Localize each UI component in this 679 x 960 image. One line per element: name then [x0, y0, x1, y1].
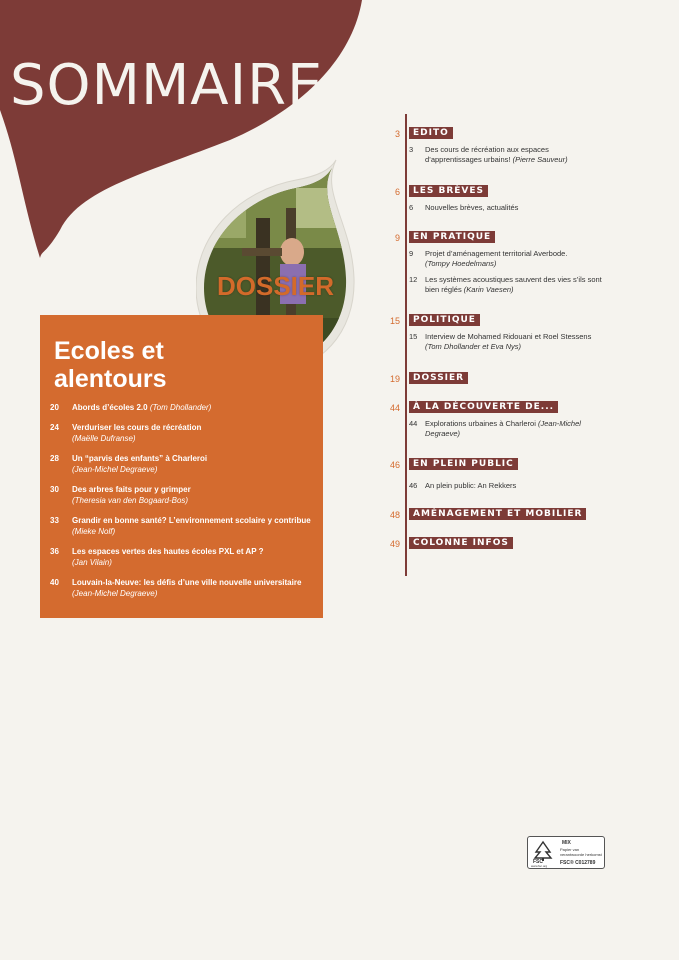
- dossier-article[interactable]: [50, 422, 318, 444]
- toc-entry[interactable]: [409, 332, 669, 352]
- section-heading: EN PLEIN PUBLIC: [409, 458, 518, 470]
- section-heading: POLITIQUE: [409, 314, 480, 326]
- article-title: Louvain-la-Neuve: les défis d’une ville nouvelle universitaire: [72, 578, 302, 587]
- toc-entry[interactable]: [409, 249, 669, 269]
- section-heading: AMÉNAGEMENT ET MOBILIER: [409, 508, 586, 520]
- article-title: Les espaces vertes des hautes écoles PXL et AP ?: [72, 547, 264, 556]
- article-page: 30: [50, 485, 59, 494]
- section-page: 15: [389, 316, 400, 326]
- dossier-photo-label: DOSSIER: [217, 271, 335, 301]
- dossier-article-list: [50, 402, 318, 608]
- article-title: Un “parvis des enfants” à Charleroi: [72, 454, 208, 463]
- toc-divider-line: [405, 114, 407, 576]
- section-heading: EN PRATIQUE: [409, 231, 495, 243]
- entry-author: (Tompy Hoedelmans): [425, 259, 497, 268]
- entry-author: (Jean-Michel Degraeve): [425, 419, 581, 438]
- fsc-description: Papier van verantwoorde herkomst: [560, 847, 602, 857]
- entry-text: Interview de Mohamed Ridouani et Roel Stessens: [425, 332, 592, 341]
- section-page: 46: [389, 460, 400, 470]
- fsc-logo-url: www.fsc.org: [531, 864, 548, 868]
- dossier-article[interactable]: [50, 577, 318, 599]
- article-page: 40: [50, 578, 59, 587]
- entry-text: Projet d’aménagement territorial Averbode.: [425, 249, 568, 258]
- dossier-box: [40, 315, 323, 618]
- entry-text: Nouvelles brèves, actualités: [425, 203, 519, 212]
- article-author: (Mieke Nolf): [72, 527, 116, 536]
- toc-entry[interactable]: [409, 275, 669, 295]
- article-author: (Theresia van den Bogaard-Bos): [72, 496, 189, 505]
- article-page: 20: [50, 403, 59, 412]
- fsc-mix-label: MIX: [562, 840, 571, 846]
- article-title: Verduriser les cours de récréation: [72, 423, 202, 432]
- toc-entry[interactable]: [409, 145, 669, 165]
- entry-page: 12: [409, 275, 418, 284]
- entry-author: (Karin Vaesen): [463, 285, 514, 294]
- page-title: SOMMAIRE: [10, 53, 324, 118]
- article-author: (Jean-Michel Degraeve): [72, 465, 158, 474]
- fsc-certification-badge: [527, 836, 605, 869]
- section-page: 9: [394, 233, 400, 243]
- article-title: Abords d’écoles 2.0: [72, 403, 148, 412]
- dossier-article[interactable]: [50, 515, 318, 537]
- section-heading: COLONNE INFOS: [409, 537, 513, 549]
- article-author: (Maëlle Dufranse): [72, 434, 136, 443]
- dossier-article[interactable]: [50, 453, 318, 475]
- section-page: 6: [394, 187, 400, 197]
- section-page: 44: [389, 403, 400, 413]
- section-page: 48: [389, 510, 400, 520]
- toc-entry[interactable]: [409, 419, 669, 439]
- fsc-logo-text: FSC: [533, 859, 543, 865]
- entry-text: Explorations urbaines à Charleroi: [425, 419, 536, 428]
- entry-author: (Pierre Sauveur): [512, 155, 568, 164]
- entry-page: 9: [409, 249, 414, 258]
- article-author: (Jean-Michel Degraeve): [72, 589, 158, 598]
- section-heading: EDITO: [409, 127, 453, 139]
- article-page: 24: [50, 423, 59, 432]
- dossier-title: Ecoles et alentours: [54, 337, 167, 393]
- article-author: (Tom Dhollander): [149, 403, 212, 412]
- article-title: Grandir en bonne santé? L’environnement scolaire y contribue: [72, 516, 311, 525]
- toc-entry[interactable]: [409, 481, 669, 491]
- fsc-license-code: FSC® C012789: [560, 860, 596, 866]
- article-page: 28: [50, 454, 59, 463]
- toc-entry[interactable]: [409, 203, 669, 213]
- entry-page: 6: [409, 203, 414, 212]
- entry-page: 3: [409, 145, 414, 154]
- entry-page: 44: [409, 419, 418, 428]
- section-page: 49: [389, 539, 400, 549]
- dossier-article[interactable]: [50, 484, 318, 506]
- dossier-article[interactable]: [50, 546, 318, 568]
- article-title: Des arbres faits pour y grimper: [72, 485, 191, 494]
- section-heading: LES BRÈVES: [409, 185, 488, 197]
- section-heading: DOSSIER: [409, 372, 468, 384]
- section-page: 19: [389, 374, 400, 384]
- entry-text: An plein public: An Rekkers: [425, 481, 517, 490]
- entry-text: Des cours de récréation aux espaces d’apprentissages urbains!: [425, 145, 549, 164]
- section-heading: À LA DÉCOUVERTE DE...: [409, 401, 558, 413]
- entry-page: 15: [409, 332, 418, 341]
- section-page: 3: [394, 129, 400, 139]
- entry-page: 46: [409, 481, 418, 490]
- article-page: 36: [50, 547, 59, 556]
- article-author: (Jan Vilain): [72, 558, 112, 567]
- entry-author: (Tom Dhollander et Eva Nys): [425, 342, 522, 351]
- entry-text: Les systèmes acoustiques sauvent des vies s’ils sont bien réglés: [425, 275, 602, 294]
- dossier-article[interactable]: [50, 402, 318, 413]
- article-page: 33: [50, 516, 59, 525]
